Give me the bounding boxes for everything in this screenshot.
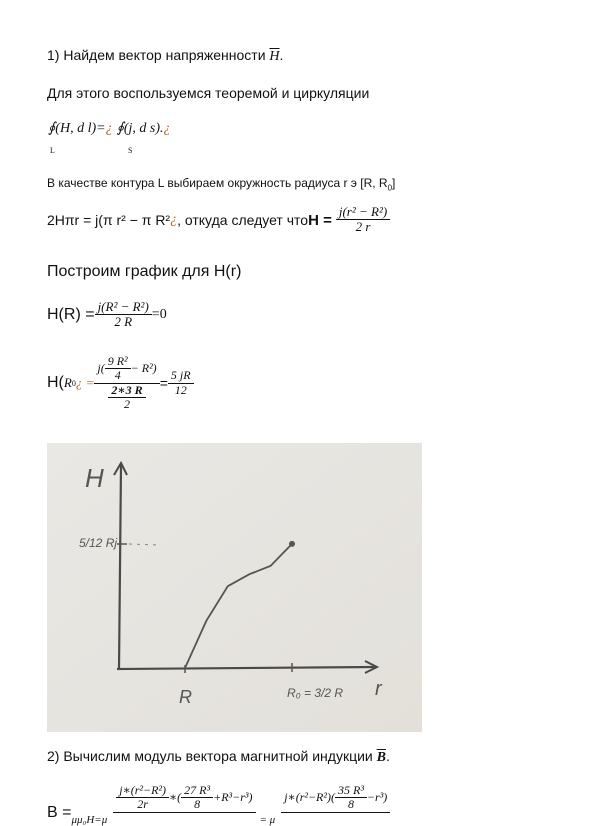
h-at-r0-result: $\frac{5 jR}{12}$: [168, 369, 194, 397]
circulation-equation: ∮(H, d l)=¿ ∮(j, d s).¿: [48, 121, 171, 136]
y-axis-label: H: [85, 463, 104, 493]
h-at-r-fraction: $\frac{\text{j(R² − R²)}}{2 R}$: [95, 300, 152, 330]
plot-heading: Построим график для H(r): [47, 263, 242, 280]
hand-drawn-graph-photo: [47, 443, 422, 732]
h-of-r-graph: [47, 443, 422, 732]
h-curve-endpoint: [289, 541, 295, 547]
h-at-r-equation: H(R) = $\frac{\text{j(R² − R²)}}{2 R}$ =0: [47, 299, 167, 330]
section-1-heading: 1) Найдем вектор напряженности $\overline{H}$.: [47, 47, 284, 64]
contour-l-label: L: [50, 146, 55, 155]
intro-text: Для этого воспользуемся теоремой и циркуляции: [47, 85, 370, 101]
h-field-fraction: $\frac{\text{j(r² − R²)}}{2 r}$: [336, 205, 390, 235]
section-2-heading: 2) Вычислим модуль вектора магнитной индукции $\overline{B}$.: [47, 748, 390, 765]
surface-s-label: S: [128, 146, 133, 155]
x-axis-label: r: [375, 678, 382, 700]
h-at-r0-equation: H( R 0 ¿ = j( $\frac{\text{9 R²}}{4}$ − R²) $\frac{2∗3 R}{2}$ = $\frac{5 jR}{12}$: [47, 355, 194, 412]
vector-h-symbol: $\overline{H}$: [269, 49, 280, 64]
y-tick-label: 5/12 Rj: [79, 536, 118, 550]
h-field-equation: 2Hπr = j(π r² − π R² ¿ , откуда следует что H = $\frac{\text{j(r² − R²)}}{2 r}$: [47, 205, 390, 235]
x-tick-label-r: R: [179, 687, 192, 707]
vector-b-symbol: $\overline{B}$: [376, 750, 386, 765]
b-field-equation: B = μμ₀H=μ $\frac{\text{j∗(r²−R²)}}{2r}$ ∗( $\frac{\text{27 R³}}{8}$ +R³−r³) = μ j∗(r²−R²)( $\frac{\text{35 R³}}{8}$ −r³): [47, 784, 390, 826]
contour-text: В качестве контура L выбираем окружность радиуса r э [R, $R_0$]: [47, 176, 396, 193]
x-tick-label-r0: R₀ = 3/2 R: [287, 686, 344, 700]
h-at-r0-fraction: j( $\frac{\text{9 R²}}{4}$ − R²) $\frac{2∗3 R}{2}$: [94, 355, 159, 412]
